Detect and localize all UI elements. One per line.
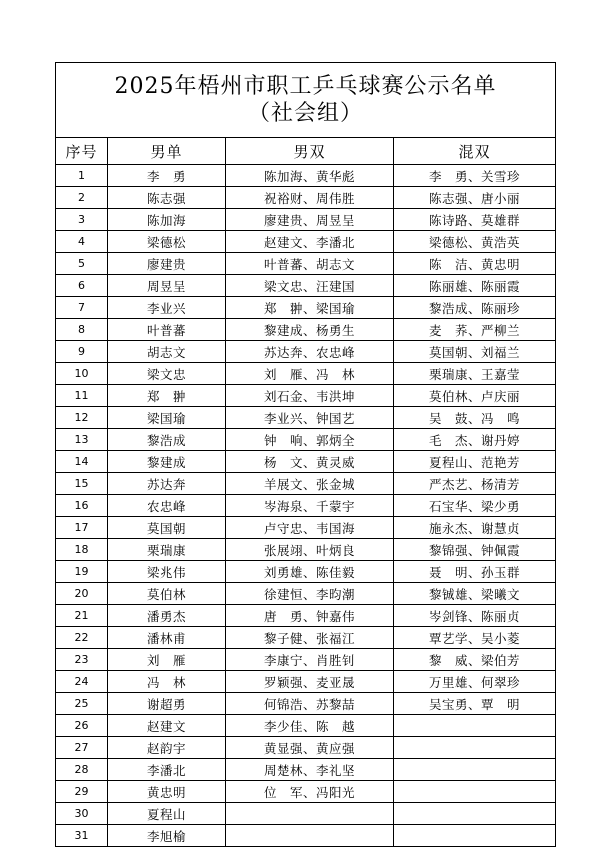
cell-mixed-doubles: 毛 杰、谢丹婷	[394, 429, 556, 451]
cell-mixed-doubles: 吴宝勇、覃 明	[394, 693, 556, 715]
row-index: 11	[56, 385, 108, 407]
cell-mens-doubles: 黎建成、杨勇生	[226, 319, 394, 341]
row-index: 17	[56, 517, 108, 539]
row-index: 29	[56, 781, 108, 803]
row-index: 4	[56, 231, 108, 253]
cell-mens-singles: 黎建成	[108, 451, 226, 473]
cell-mens-singles: 李旭榆	[108, 825, 226, 847]
cell-mixed-doubles	[394, 715, 556, 737]
cell-mixed-doubles: 吴 鼓、冯 鸣	[394, 407, 556, 429]
cell-mens-doubles: 李少佳、陈 越	[226, 715, 394, 737]
cell-mens-singles: 农忠峰	[108, 495, 226, 517]
row-index: 19	[56, 561, 108, 583]
cell-mens-singles: 赵韵宇	[108, 737, 226, 759]
cell-mixed-doubles: 黎 威、梁伯芳	[394, 649, 556, 671]
table-row	[56, 583, 556, 605]
cell-mens-doubles	[226, 803, 394, 825]
table-row	[56, 363, 556, 385]
cell-mixed-doubles: 夏程山、范艳芳	[394, 451, 556, 473]
table-row	[56, 451, 556, 473]
table-row	[56, 253, 556, 275]
cell-mixed-doubles: 黎铖雄、梁曦文	[394, 583, 556, 605]
table-row	[56, 715, 556, 737]
title-line-1: 2025年梧州市职工乒乓球赛公示名单	[114, 73, 497, 99]
cell-mens-doubles: 唐 勇、钟嘉伟	[226, 605, 394, 627]
column-header-mixed-doubles: 混双	[394, 138, 556, 165]
cell-mixed-doubles: 陈丽雄、陈丽霞	[394, 275, 556, 297]
table-row	[56, 319, 556, 341]
cell-mens-singles: 莫伯林	[108, 583, 226, 605]
cell-mens-singles: 周昱呈	[108, 275, 226, 297]
row-index: 21	[56, 605, 108, 627]
row-index: 25	[56, 693, 108, 715]
cell-mens-doubles: 梁文忠、汪建国	[226, 275, 394, 297]
title-row	[56, 63, 556, 138]
title-line-2: （社会组）	[247, 101, 363, 126]
table-row	[56, 693, 556, 715]
cell-mens-singles: 廖建贵	[108, 253, 226, 275]
cell-mens-singles: 叶普蕃	[108, 319, 226, 341]
table-row	[56, 473, 556, 495]
cell-mixed-doubles: 莫伯林、卢庆丽	[394, 385, 556, 407]
cell-mens-singles: 梁国瑜	[108, 407, 226, 429]
cell-mens-doubles: 叶普蕃、胡志文	[226, 253, 394, 275]
cell-mixed-doubles	[394, 825, 556, 847]
cell-mens-doubles: 黎子健、张福江	[226, 627, 394, 649]
cell-mens-doubles: 徐建恒、李昀潮	[226, 583, 394, 605]
cell-mens-doubles: 李康宁、肖胜钊	[226, 649, 394, 671]
cell-mens-doubles: 廖建贵、周昱呈	[226, 209, 394, 231]
cell-mens-doubles: 罗颖强、麦亚晟	[226, 671, 394, 693]
table-row	[56, 803, 556, 825]
table-row	[56, 275, 556, 297]
cell-mixed-doubles: 岑剑锋、陈丽贞	[394, 605, 556, 627]
row-index: 13	[56, 429, 108, 451]
cell-mixed-doubles: 施永杰、谢慧贞	[394, 517, 556, 539]
cell-mens-doubles: 刘石金、韦洪坤	[226, 385, 394, 407]
table-row	[56, 429, 556, 451]
cell-mens-doubles: 郑 翀、梁国瑜	[226, 297, 394, 319]
cell-mens-doubles: 陈加海、黄华彪	[226, 165, 394, 187]
table-row	[56, 297, 556, 319]
table-row	[56, 605, 556, 627]
cell-mixed-doubles: 覃艺学、吴小菱	[394, 627, 556, 649]
cell-mens-singles: 莫国朝	[108, 517, 226, 539]
row-index: 31	[56, 825, 108, 847]
row-index: 26	[56, 715, 108, 737]
column-header-mens-doubles: 男双	[226, 138, 394, 165]
cell-mixed-doubles: 黎锦强、钟佩霞	[394, 539, 556, 561]
cell-mens-doubles: 羊展文、张金城	[226, 473, 394, 495]
cell-mens-singles: 刘 雁	[108, 649, 226, 671]
cell-mens-doubles: 黄显强、黄应强	[226, 737, 394, 759]
cell-mixed-doubles: 陈诗路、莫雄群	[394, 209, 556, 231]
cell-mens-singles: 胡志文	[108, 341, 226, 363]
table-row	[56, 671, 556, 693]
cell-mixed-doubles	[394, 803, 556, 825]
table-row	[56, 187, 556, 209]
roster-document	[55, 62, 555, 847]
cell-mens-doubles	[226, 825, 394, 847]
cell-mens-singles: 冯 林	[108, 671, 226, 693]
table-row	[56, 561, 556, 583]
cell-mixed-doubles: 梁德松、黄浩英	[394, 231, 556, 253]
cell-mens-singles: 苏达奔	[108, 473, 226, 495]
row-index: 8	[56, 319, 108, 341]
cell-mixed-doubles: 万里雄、何翠珍	[394, 671, 556, 693]
cell-mens-singles: 栗瑞康	[108, 539, 226, 561]
row-index: 28	[56, 759, 108, 781]
cell-mens-singles: 赵建文	[108, 715, 226, 737]
table-row	[56, 341, 556, 363]
cell-mens-singles: 梁兆伟	[108, 561, 226, 583]
row-index: 16	[56, 495, 108, 517]
cell-mens-singles: 李 勇	[108, 165, 226, 187]
table-row	[56, 231, 556, 253]
cell-mixed-doubles: 陈志强、唐小丽	[394, 187, 556, 209]
table-row	[56, 165, 556, 187]
table-row	[56, 209, 556, 231]
cell-mens-doubles: 钟 响、郭炳全	[226, 429, 394, 451]
table-row	[56, 495, 556, 517]
table-row	[56, 649, 556, 671]
cell-mixed-doubles: 石宝华、梁少勇	[394, 495, 556, 517]
cell-mixed-doubles: 栗瑞康、王嘉莹	[394, 363, 556, 385]
table-row	[56, 781, 556, 803]
cell-mens-singles: 陈志强	[108, 187, 226, 209]
cell-mens-doubles: 李业兴、钟国艺	[226, 407, 394, 429]
cell-mens-doubles: 苏达奔、农忠峰	[226, 341, 394, 363]
table-row	[56, 407, 556, 429]
cell-mens-singles: 李业兴	[108, 297, 226, 319]
row-index: 5	[56, 253, 108, 275]
cell-mixed-doubles: 莫国朝、刘福兰	[394, 341, 556, 363]
cell-mens-singles: 黄忠明	[108, 781, 226, 803]
row-index: 22	[56, 627, 108, 649]
cell-mens-doubles: 杨 文、黄灵威	[226, 451, 394, 473]
cell-mixed-doubles: 陈 洁、黄忠明	[394, 253, 556, 275]
table-row	[56, 627, 556, 649]
cell-mens-singles: 潘林甫	[108, 627, 226, 649]
row-index: 15	[56, 473, 108, 495]
cell-mens-singles: 梁文忠	[108, 363, 226, 385]
row-index: 6	[56, 275, 108, 297]
cell-mixed-doubles: 严杰艺、杨清芳	[394, 473, 556, 495]
cell-mens-singles: 陈加海	[108, 209, 226, 231]
cell-mixed-doubles: 麦 荞、严柳兰	[394, 319, 556, 341]
cell-mens-doubles: 岑海泉、千蒙宇	[226, 495, 394, 517]
cell-mens-doubles: 卢守忠、韦国海	[226, 517, 394, 539]
cell-mens-doubles: 何锦浩、苏黎喆	[226, 693, 394, 715]
table-row	[56, 825, 556, 847]
cell-mens-singles: 梁德松	[108, 231, 226, 253]
cell-mens-doubles: 周楚林、李礼坚	[226, 759, 394, 781]
row-index: 30	[56, 803, 108, 825]
header-row	[56, 138, 556, 165]
cell-mixed-doubles: 李 勇、关雪珍	[394, 165, 556, 187]
cell-mens-singles: 谢超勇	[108, 693, 226, 715]
cell-mens-doubles: 张展翊、叶炳良	[226, 539, 394, 561]
document-title	[56, 63, 556, 138]
cell-mens-doubles: 赵建文、李潘北	[226, 231, 394, 253]
table-row	[56, 539, 556, 561]
cell-mixed-doubles	[394, 737, 556, 759]
row-index: 1	[56, 165, 108, 187]
row-index: 20	[56, 583, 108, 605]
row-index: 10	[56, 363, 108, 385]
table-row	[56, 737, 556, 759]
cell-mixed-doubles	[394, 759, 556, 781]
row-index: 18	[56, 539, 108, 561]
row-index: 7	[56, 297, 108, 319]
row-index: 27	[56, 737, 108, 759]
cell-mixed-doubles	[394, 781, 556, 803]
column-header-mens-singles: 男单	[108, 138, 226, 165]
cell-mens-singles: 李潘北	[108, 759, 226, 781]
cell-mens-singles: 夏程山	[108, 803, 226, 825]
cell-mixed-doubles: 黎浩成、陈丽珍	[394, 297, 556, 319]
roster-table	[55, 62, 556, 847]
row-index: 14	[56, 451, 108, 473]
table-row	[56, 385, 556, 407]
row-index: 2	[56, 187, 108, 209]
row-index: 24	[56, 671, 108, 693]
cell-mens-doubles: 祝裕财、周伟胜	[226, 187, 394, 209]
row-index: 12	[56, 407, 108, 429]
table-row	[56, 517, 556, 539]
cell-mens-singles: 黎浩成	[108, 429, 226, 451]
row-index: 3	[56, 209, 108, 231]
cell-mens-singles: 潘勇杰	[108, 605, 226, 627]
row-index: 9	[56, 341, 108, 363]
table-row	[56, 759, 556, 781]
cell-mens-singles: 郑 翀	[108, 385, 226, 407]
cell-mens-doubles: 刘 雁、冯 林	[226, 363, 394, 385]
cell-mixed-doubles: 聂 明、孙玉群	[394, 561, 556, 583]
column-header-index: 序号	[56, 138, 108, 165]
cell-mens-doubles: 刘勇雄、陈佳毅	[226, 561, 394, 583]
row-index: 23	[56, 649, 108, 671]
cell-mens-doubles: 位 军、冯阳光	[226, 781, 394, 803]
